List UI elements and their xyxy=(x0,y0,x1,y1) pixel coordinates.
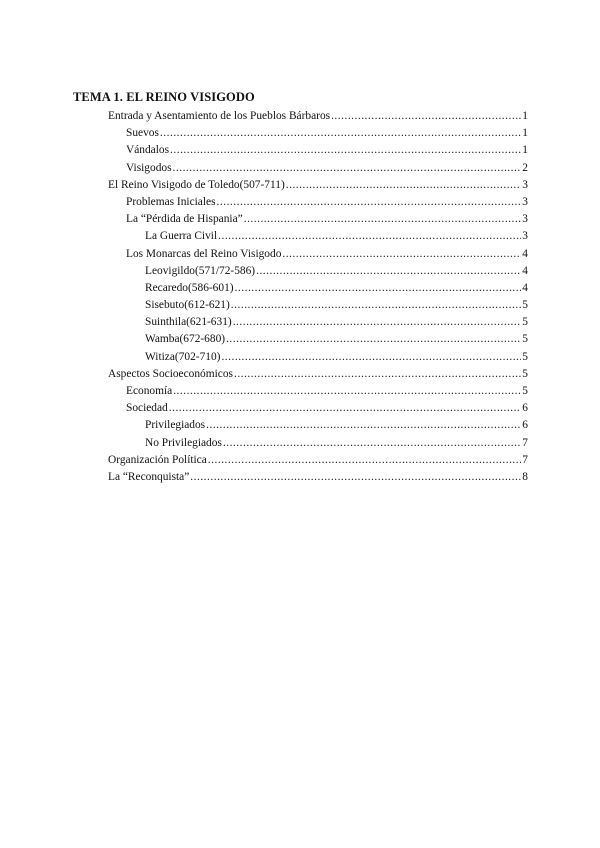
toc-entry[interactable] xyxy=(108,299,528,316)
toc-dot-leader xyxy=(234,368,521,380)
toc-entry[interactable] xyxy=(108,402,528,419)
toc-entry-label: La Guerra Civil xyxy=(145,230,218,243)
toc-entry[interactable] xyxy=(108,471,528,488)
toc-dot-leader xyxy=(223,437,521,449)
toc-entry-label: No Privilegiados xyxy=(145,436,222,449)
toc-entry[interactable] xyxy=(108,265,528,282)
toc-page-number: 1 xyxy=(522,127,528,140)
toc-page-number: 4 xyxy=(522,264,528,277)
toc-dot-leader xyxy=(331,110,521,122)
toc-page-number: 2 xyxy=(522,161,528,174)
toc-entry-label: Leovigildo(571/72-586) xyxy=(145,264,256,277)
toc-entry-label: Suevos xyxy=(126,127,159,140)
toc-page-number: 3 xyxy=(522,195,528,208)
table-of-contents xyxy=(108,110,528,488)
toc-dot-leader xyxy=(235,282,522,294)
toc-page-number: 6 xyxy=(522,419,528,432)
toc-entry[interactable] xyxy=(108,419,528,436)
toc-page-number: 5 xyxy=(522,316,528,329)
toc-entry-label: La “Reconquista” xyxy=(108,470,190,483)
toc-page-number: 4 xyxy=(522,247,528,260)
toc-dot-leader xyxy=(217,196,522,208)
toc-entry-label: Privilegiados xyxy=(145,419,206,432)
toc-entry[interactable] xyxy=(108,110,528,127)
toc-page-number: 3 xyxy=(522,230,528,243)
toc-entry[interactable] xyxy=(108,213,528,230)
toc-entry[interactable] xyxy=(108,196,528,213)
toc-dot-leader xyxy=(218,230,521,242)
toc-entry[interactable] xyxy=(108,351,528,368)
toc-entry-label: Los Monarcas del Reino Visigodo xyxy=(126,247,282,260)
toc-dot-leader xyxy=(244,213,522,225)
toc-entry-label: Recaredo(586-601) xyxy=(145,281,234,294)
toc-page-number: 5 xyxy=(522,350,528,363)
toc-page-number: 1 xyxy=(522,144,528,157)
toc-dot-leader xyxy=(160,127,521,139)
toc-entry-label: Sisebuto(612-621) xyxy=(145,299,230,312)
toc-entry[interactable] xyxy=(108,179,528,196)
toc-entry[interactable] xyxy=(108,230,528,247)
toc-dot-leader xyxy=(233,316,522,328)
toc-page-number: 5 xyxy=(522,299,528,312)
toc-dot-leader xyxy=(208,454,522,466)
toc-page-number: 3 xyxy=(522,178,528,191)
toc-dot-leader xyxy=(221,351,521,363)
toc-entry-label: Economía xyxy=(126,385,173,397)
toc-entry[interactable] xyxy=(108,333,528,350)
toc-page-number: 1 xyxy=(522,110,528,122)
toc-dot-leader xyxy=(169,402,522,414)
toc-entry[interactable] xyxy=(108,282,528,299)
toc-dot-leader xyxy=(256,265,521,277)
toc-entry-label: Entrada y Asentamiento de los Pueblos Bárbaros xyxy=(108,110,331,122)
toc-entry[interactable] xyxy=(108,248,528,265)
toc-entry-label: Visigodos xyxy=(126,161,172,174)
toc-entry-label: El Reino Visigodo de Toledo(507-711) xyxy=(108,178,285,191)
toc-entry[interactable] xyxy=(108,162,528,179)
toc-entry-label: Wamba(672-680) xyxy=(145,333,226,346)
toc-dot-leader xyxy=(286,179,522,191)
toc-dot-leader xyxy=(231,299,522,311)
toc-page-number: 5 xyxy=(522,367,528,380)
toc-entry[interactable] xyxy=(108,385,528,402)
toc-page-number: 7 xyxy=(522,436,528,449)
toc-entry[interactable] xyxy=(108,454,528,471)
toc-dot-leader xyxy=(226,333,521,345)
toc-page-number: 3 xyxy=(522,213,528,226)
toc-entry[interactable] xyxy=(108,144,528,161)
toc-entry-label: Sociedad xyxy=(126,402,168,415)
toc-dot-leader xyxy=(173,385,521,397)
toc-entry[interactable] xyxy=(108,368,528,385)
toc-entry-label: La “Pérdida de Hispania” xyxy=(126,213,243,226)
toc-page-number: 5 xyxy=(522,385,528,397)
toc-entry-label: Suinthila(621-631) xyxy=(145,316,232,329)
toc-dot-leader xyxy=(190,471,521,483)
toc-entry-label: Vándalos xyxy=(126,144,170,157)
toc-entry[interactable] xyxy=(108,316,528,333)
document-title: TEMA 1. EL REINO VISIGODO xyxy=(73,90,255,104)
toc-entry-label: Witiza(702-710) xyxy=(145,350,221,363)
toc-page-number: 8 xyxy=(522,470,528,483)
toc-entry-label: Organización Política xyxy=(108,453,207,466)
toc-page-number: 4 xyxy=(522,281,528,294)
toc-page-number: 5 xyxy=(522,333,528,346)
toc-entry[interactable] xyxy=(108,437,528,454)
toc-dot-leader xyxy=(282,248,521,260)
toc-entry-label: Problemas Iniciales xyxy=(126,195,216,208)
toc-dot-leader xyxy=(173,162,522,174)
toc-entry-label: Aspectos Socioeconómicos xyxy=(108,367,233,380)
toc-dot-leader xyxy=(170,144,521,156)
toc-dot-leader xyxy=(206,419,521,431)
toc-entry[interactable] xyxy=(108,127,528,144)
toc-page-number: 6 xyxy=(522,402,528,415)
toc-page-number: 7 xyxy=(522,453,528,466)
